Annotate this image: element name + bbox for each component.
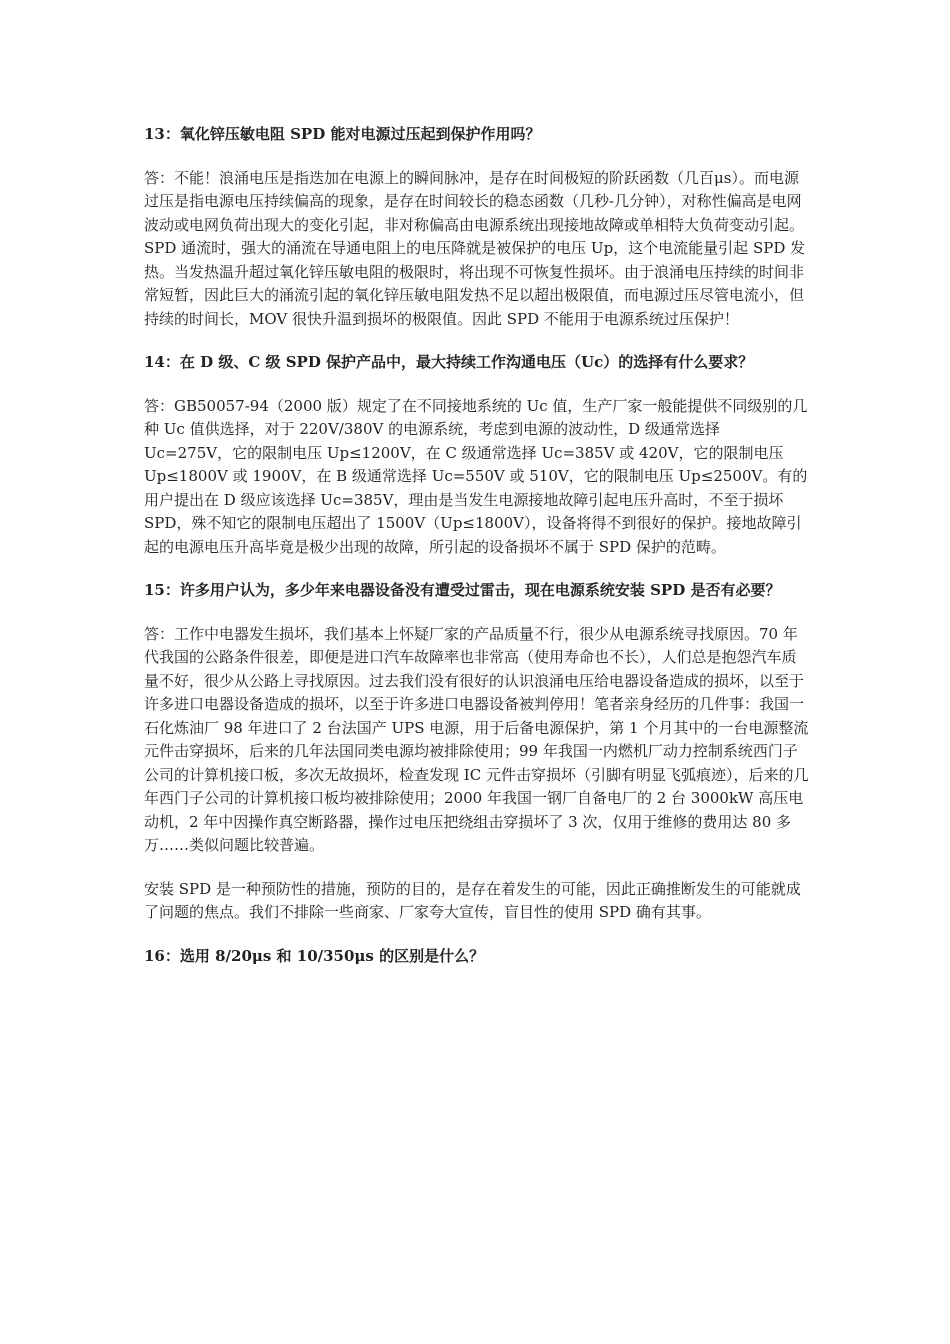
answer-13-paragraph: 答：不能！浪涌电压是指迭加在电源上的瞬间脉冲，是存在时间极短的阶跃函数（几百μs）。而电源过压是指电源电压持续偏高的现象，是存在时间较长的稳态函数（几秒-几分钟），对称性偏高是电网波动或电网负荷出现大的变化引起，非对称偏高由电源系统出现接地故障或单相特大负荷变动引起。SPD 通流时，强大的涌流在导通电阻上的电压降就是被保护的电压 Up，这个电流能量引起 SPD 发热。当发热温升超过氧化锌压敏电阻的极限时，将出现不可恢复性损坏。由于浪涌电压持续的时间非常短暂，因此巨大的涌流引起的氧化锌压敏电阻发热不足以超出极限值，而电源过压尽管电流小，但持续的时间长，MOV 很快升温到损坏的极限值。因此 SPD 不能用于电源系统过压保护！ [144, 168, 806, 328]
answer-15-paragraph-1: 答：工作中电器发生损坏，我们基本上怀疑厂家的产品质量不行，很少从电源系统寻找原因。70 年代我国的公路条件很差，即便是进口汽车故障率也非常高（使用寿命也不长），人们总是抱怨汽车质量不好，很少从公路上寻找原因。过去我们没有很好的认识浪涌电压给电器设备造成的损坏，以至于许多进口电器设备造成的损坏，以至于许多进口电器设备被判停用！笔者亲身经历的几件事：我国一石化炼油厂 98 年进口了 2 台法国产 UPS 电源，用于后备电源保护，第 1 个月其中的一台电源整流元件击穿损坏，后来的几年法国同类电源均被排除使用；99 年我国一内燃机厂动力控制系统西门子公司的计算机接口板，多次无故损坏，检查发现 IC 元件击穿损坏（引脚有明显飞弧痕迹），后来的几年西门子公司的计算机接口板均被排除使用；2000 年我国一钢厂自备电厂的 2 台 3000kW 高压电动机，2 年中因操作真空断路器，操作过电压把绕组击穿损坏了 3 次，仅用于维修的费用达 80 多万……类似问题比较普遍。 [144, 624, 809, 854]
answer-15-paragraph-2: 安装 SPD 是一种预防性的措施，预防的目的，是存在着发生的可能，因此正确推断发生的可能就成了问题的焦点。我们不排除一些商家、厂家夸大宣传，盲目性的使用 SPD 确有其事。 [144, 879, 801, 921]
question-14-heading: 14：在 D 级、C 级 SPD 保护产品中，最大持续工作沟通电压（Uc）的选择有什么要求？ [144, 353, 754, 371]
question-13-heading: 13：氧化锌压敏电阻 SPD 能对电源过压起到保护作用吗？ [144, 125, 541, 143]
answer-14-paragraph: 答：GB50057-94（2000 版）规定了在不同接地系统的 Uc 值，生产厂家一般能提供不同级别的几种 Uc 值供选择，对于 220V/380V 的电源系统，考虑到电源的波动性，D 级通常选择 Uc=275V，它的限制电压 Up≤1200V，在 C 级通常选择 Uc=385V 或 420V，它的限制电压 Up≤1800V 或 1900V，在 B 级通常选择 Uc=550V 或 510V，它的限制电压 Up≤2500V。有的用户提出在 D 级应该选择 Uc=385V，理由是当发生电源接地故障引起电压升高时，不至于损坏 SPD，殊不知它的限制电压超出了 1500V（Up≤1800V），设备将得不到很好的保护。接地故障引起的电源电压升高毕竟是极少出现的故障，所引起的设备损坏不属于 SPD 保护的范畴。 [144, 396, 808, 556]
question-16-heading: 16：选用 8/20μs 和 10/350μs 的区别是什么？ [144, 946, 485, 965]
question-15-heading: 15：许多用户认为，多少年来电器设备没有遭受过雷击，现在电源系统安装 SPD 是否有必要？ [144, 581, 781, 599]
